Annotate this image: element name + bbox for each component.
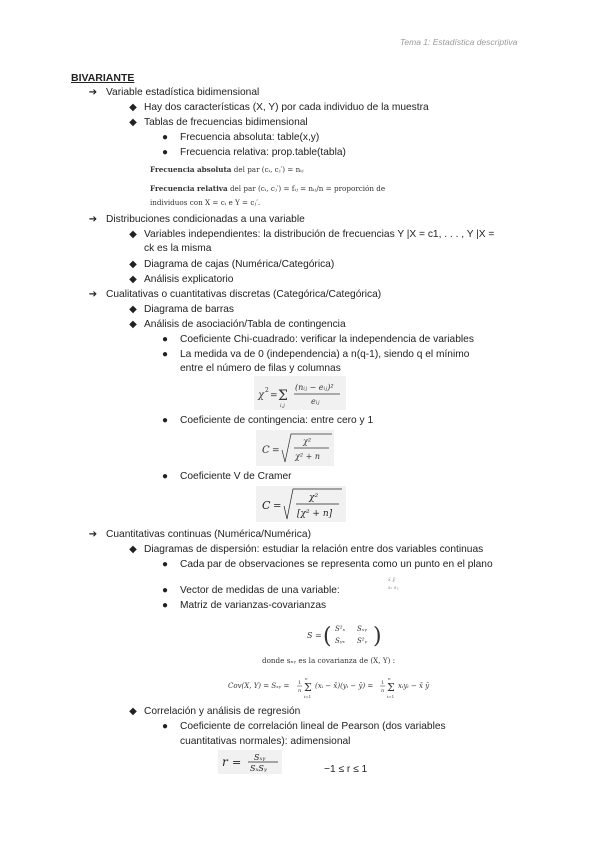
s1-sub-0: Frecuencia absoluta: table(x,y) — [180, 132, 320, 143]
svg-text:Sₓᵧ: Sₓᵧ — [254, 753, 266, 762]
covariance-matrix-formula — [305, 618, 385, 652]
cramer-v-formula — [256, 486, 346, 522]
dot-icon: ● — [161, 600, 169, 611]
s3-item-0: Diagrama de barras — [144, 304, 235, 315]
svg-text:xᵢyᵢ − x̄ ȳ: xᵢyᵢ − x̄ ȳ — [398, 682, 430, 690]
svg-text:n: n — [298, 688, 302, 694]
svg-text:(xᵢ − x̄)(yᵢ − ȳ) =: (xᵢ − x̄)(yᵢ − ȳ) = — [315, 682, 374, 690]
svg-text:χ²: χ² — [303, 437, 312, 446]
svg-text:SₓSᵧ: SₓSᵧ — [250, 764, 267, 773]
diamond-icon: ◆ — [129, 304, 137, 315]
s3-sub-3: Coeficiente V de Cramer — [180, 471, 292, 482]
svg-text:χ²: χ² — [309, 493, 319, 503]
arrow-icon: ➔ — [88, 289, 98, 300]
svg-text:n: n — [305, 676, 308, 681]
dot-icon: ● — [161, 585, 169, 596]
svg-text:sₓ sᵧ: sₓ sᵧ — [388, 585, 399, 591]
pearson-formula — [218, 750, 282, 774]
s2-label: Distribuciones condicionadas a una variable — [106, 214, 305, 225]
dot-icon: ● — [161, 721, 169, 732]
mean-vector-formula — [386, 572, 400, 594]
dot-icon: ● — [161, 559, 169, 570]
svg-text:=: = — [315, 631, 322, 640]
svg-text:Sₓᵧ: Sₓᵧ — [357, 625, 367, 633]
s2-item-0: Variables independientes: la distribución de frecuencias Y |X = c1, . . . , Y |X = — [144, 229, 495, 240]
freq-abs-formula: Frecuencia absoluta del par (cᵢ, cⱼ′) = nᵢⱼ — [150, 165, 304, 174]
svg-text:Σ: Σ — [278, 388, 288, 404]
s4-sub-0: Cada par de observaciones se representa como un punto en el plano — [180, 559, 493, 570]
svg-text:S²ᵧ: S²ᵧ — [357, 637, 368, 645]
svg-text:Σ: Σ — [304, 681, 312, 694]
svg-text:i=1: i=1 — [304, 694, 312, 699]
chi-square-formula — [254, 376, 346, 410]
section-title: BIVARIANTE — [71, 72, 135, 84]
diamond-icon: ◆ — [129, 117, 137, 128]
covariance-note: donde sₓᵧ es la covarianza de (X, Y) : — [262, 656, 396, 665]
dot-icon: ● — [161, 147, 169, 158]
svg-text:2: 2 — [265, 387, 269, 394]
diamond-icon: ◆ — [129, 544, 137, 555]
contingency-formula — [256, 430, 334, 466]
svg-text:=: = — [232, 756, 242, 769]
s2-item-1: Diagrama de cajas (Numérica/Categórica) — [144, 259, 335, 270]
svg-text:): ) — [373, 624, 382, 649]
svg-text:x̄ ȳ: x̄ ȳ — [388, 577, 396, 583]
s2-item-2: Análisis explicatorio — [144, 274, 234, 285]
s3-item-1: Análisis de asociación/Tabla de contingencia — [144, 319, 346, 330]
freq-rel-formula: Frecuencia relativa del par (cᵢ, cⱼ′) = fᵢⱼ = nᵢⱼ/n = proporción de — [150, 184, 386, 193]
dot-icon: ● — [161, 415, 169, 426]
s3-sub-0: Coeficiente Chi-cuadrado: verificar la independencia de variables — [180, 334, 474, 345]
diamond-icon: ◆ — [129, 319, 137, 330]
svg-text:=: = — [273, 501, 282, 512]
diamond-icon: ◆ — [129, 706, 137, 717]
svg-text:(: ( — [323, 624, 332, 649]
diamond-icon: ◆ — [129, 274, 137, 285]
svg-text:=: = — [272, 446, 280, 456]
s4-sub-3: Coeficiente de correlación lineal de Pearson (dos variables — [180, 721, 446, 732]
s4-item-0: Diagramas de dispersión: estudiar la relación entre dos variables continuas — [144, 544, 484, 555]
arrow-icon: ➔ — [88, 87, 98, 98]
svg-text:Sᵧₓ: Sᵧₓ — [335, 637, 345, 645]
svg-text:1: 1 — [381, 680, 385, 686]
freq-rel-formula-line2: individuos con X = cᵢ e Y = cⱼ′. — [150, 198, 261, 207]
svg-text:Cov(X, Y) = Sₓᵧ =: Cov(X, Y) = Sₓᵧ = — [228, 682, 290, 690]
dot-icon: ● — [161, 471, 169, 482]
svg-text:n: n — [388, 676, 391, 681]
svg-text:(nᵢⱼ − eᵢⱼ)²: (nᵢⱼ − eᵢⱼ)² — [295, 383, 334, 392]
s1-item-0: Hay dos características (X, Y) por cada individuo de la muestra — [144, 102, 429, 113]
arrow-icon: ➔ — [88, 214, 98, 225]
svg-text:C: C — [262, 445, 270, 456]
svg-text:S²ₓ: S²ₓ — [335, 625, 346, 633]
svg-text:=: = — [270, 391, 278, 401]
svg-text:χ² + n: χ² + n — [295, 452, 320, 461]
s1-label: Variable estadística bidimensional — [106, 87, 260, 98]
pearson-range: −1 ≤ r ≤ 1 — [324, 764, 368, 775]
s3-label: Cualitativas o cuantitativas discretas (Categórica/Categórica) — [106, 289, 382, 300]
svg-text:i=1: i=1 — [387, 694, 395, 699]
s1-sub-1: Frecuencia relativa: prop.table(tabla) — [180, 147, 346, 158]
s4-item-1: Correlación y análisis de regresión — [144, 706, 301, 717]
svg-text:i,j: i,j — [280, 403, 285, 409]
svg-text:eᵢⱼ: eᵢⱼ — [311, 397, 320, 406]
svg-text:[χ² + n]: [χ² + n] — [297, 509, 333, 519]
svg-text:Σ: Σ — [387, 681, 395, 694]
svg-text:C: C — [262, 499, 271, 512]
dot-icon: ● — [161, 132, 169, 143]
dot-icon: ● — [161, 334, 169, 345]
s3-sub-1-cont: entre el número de filas y columnas — [180, 363, 341, 374]
svg-text:1: 1 — [298, 680, 302, 686]
s4-sub-3-cont: cuantitativas normales): adimensional — [180, 736, 351, 747]
s4-sub-2: Matriz de varianzas-covarianzas — [180, 600, 327, 611]
svg-text:χ: χ — [258, 390, 265, 401]
diamond-icon: ◆ — [129, 229, 137, 240]
s3-sub-2: Coeficiente de contingencia: entre cero y 1 — [180, 415, 374, 426]
s4-label: Cuantitativas continuas (Numérica/Numérica) — [106, 529, 311, 540]
s3-sub-1: La medida va de 0 (independencia) a n(q-1), siendo q el mínimo — [180, 349, 470, 360]
covariance-formula — [228, 674, 458, 700]
svg-text:S: S — [307, 631, 313, 640]
arrow-icon: ➔ — [88, 529, 98, 540]
s1-item-1: Tablas de frecuencias bidimensional — [144, 117, 308, 128]
s2-item-0-cont: ck es la misma — [144, 243, 212, 254]
svg-text:r: r — [222, 755, 228, 769]
diamond-icon: ◆ — [129, 259, 137, 270]
dot-icon: ● — [161, 349, 169, 360]
diamond-icon: ◆ — [129, 102, 137, 113]
svg-text:n: n — [381, 688, 385, 694]
page-header: Tema 1: Estadística descriptiva — [400, 37, 518, 47]
s4-sub-1: Vector de medidas de una variable: — [180, 585, 340, 596]
